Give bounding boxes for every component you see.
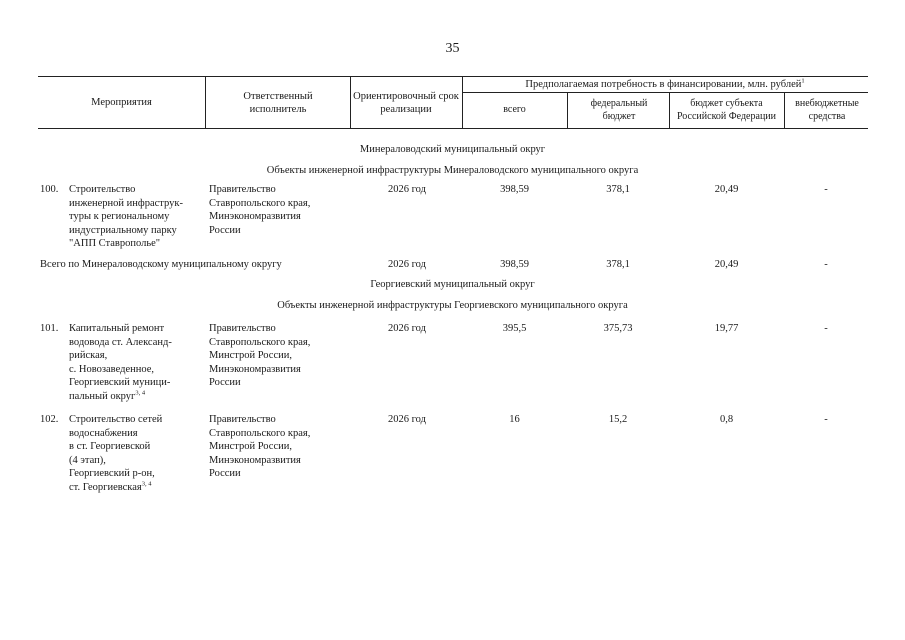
row-subject: 20,49: [714, 184, 739, 195]
row-term: 2026 год: [388, 184, 426, 195]
column-divider: [350, 76, 351, 128]
objects-subtitle: Объекты инженерной инфраструктуры Минераловодского муниципального округа: [266, 165, 639, 176]
header-term: Ориентировочный срок реализации: [353, 91, 459, 115]
column-divider: [205, 76, 206, 128]
district-title: Минераловодский муниципальный округ: [359, 144, 546, 155]
row-responsible: Правительство Ставропольского края, Минстрой России, Минэкономразвития России: [209, 323, 311, 388]
table-top-rule: [38, 76, 868, 77]
row-total: 395,5: [502, 323, 527, 334]
row-extra: -: [824, 184, 828, 195]
row-total: 16: [509, 414, 520, 425]
total-subject: 20,49: [714, 259, 739, 270]
column-divider: [567, 92, 568, 128]
funding-group-rule: [462, 92, 868, 93]
row-term: 2026 год: [388, 323, 426, 334]
row-responsible: Правительство Ставропольского края, Минстрой России, Минэкономразвития России: [209, 414, 311, 479]
header-measures: Мероприятия: [91, 97, 152, 108]
objects-subtitle: Объекты инженерной инфраструктуры Георгиевского муниципального округа: [277, 300, 628, 311]
row-subject: 19,77: [714, 323, 739, 334]
row-federal: 378,1: [606, 184, 630, 195]
header-total: всего: [503, 104, 526, 115]
page-number: 35: [445, 41, 460, 56]
header-funding-group: Предполагаемая потребность в финансировании, млн. рублей$^1$: [525, 77, 805, 90]
row-measure: Строительство сетей водоснабжения в ст. Георгиевской (4 этап), Георгиевский р-он, ст. Георгиевская$^{3, 4}$: [69, 414, 163, 493]
total-federal: 378,1: [606, 259, 630, 270]
total-extra: -: [824, 259, 828, 270]
row-subject: 0,8: [719, 414, 734, 425]
district-total-label: Всего по Минераловодскому муниципальному округу: [40, 259, 282, 270]
row-number: 100.: [40, 184, 59, 195]
row-responsible: Правительство Ставропольского края, Минэкономразвития России: [209, 184, 311, 236]
row-total: 398,59: [500, 184, 529, 195]
row-extra: -: [824, 323, 828, 334]
row-measure: Строительство инженерной инфраструк- туры к региональному индустриальному парку "АПП Ставрополье": [69, 184, 183, 249]
district-title: Георгиевский муниципальный округ: [370, 279, 535, 290]
header-extra: внебюджетные средства: [795, 98, 859, 122]
row-federal: 375,73: [603, 323, 633, 334]
row-federal: 15,2: [608, 414, 628, 425]
column-divider: [784, 92, 785, 128]
header-responsible: Ответственный исполнитель: [243, 91, 313, 115]
row-number: 101.: [40, 323, 59, 334]
header-federal: федеральный бюджет: [590, 98, 648, 122]
row-term: 2026 год: [388, 414, 426, 425]
total-term: 2026 год: [388, 259, 426, 270]
row-number: 102.: [40, 414, 59, 425]
row-extra: -: [824, 414, 828, 425]
row-measure: Капитальный ремонт водовода ст. Александ- рийская, с. Новозаведенное, Георгиевский муници- пальный округ$^{3, 4}$: [69, 323, 172, 402]
table-header-bottom-rule: [38, 128, 868, 129]
total-sum: 398,59: [500, 259, 529, 270]
header-subject: бюджет субъекта Российской Федерации: [676, 98, 776, 122]
